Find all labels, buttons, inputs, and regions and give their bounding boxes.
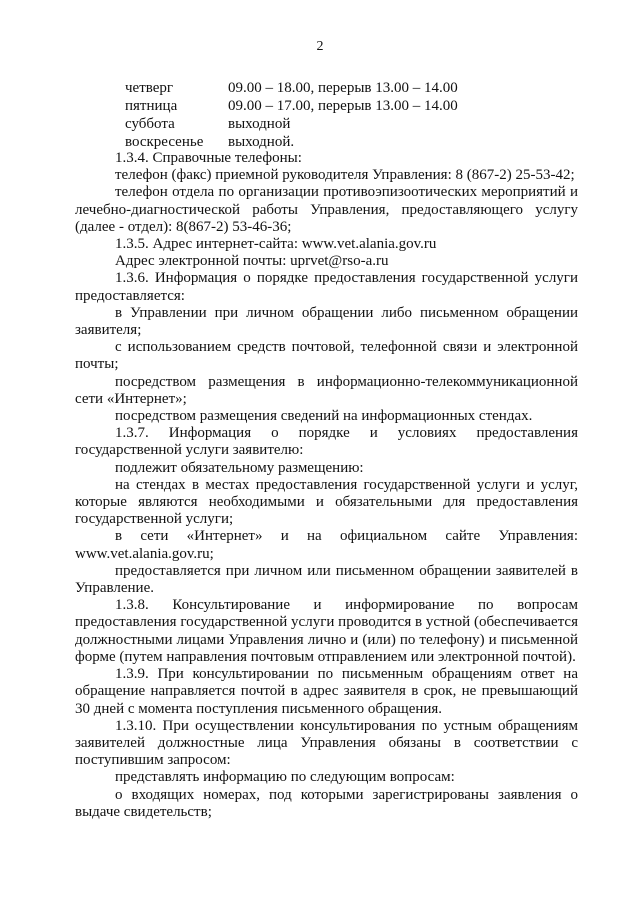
schedule-row (125, 98, 458, 116)
paragraph: телефон (факс) приемной руководителя Управления: 8 (867-2) 25-53-42; (115, 167, 575, 184)
paragraph: в Управлении при личном обращении либо письменном обращении заявителя; (75, 304, 578, 339)
paragraph: посредством размещения сведений на информационных стендах. (115, 408, 533, 425)
paragraph: с использованием средств почтовой, телефонной связи и электронной почты; (75, 339, 578, 373)
schedule-day: пятница (125, 98, 178, 114)
paragraph: 1.3.6. Информация о порядке предоставления государственной услуги предоставляется: (75, 270, 578, 304)
paragraph: подлежит обязательному размещению: (115, 459, 364, 476)
work-schedule (125, 80, 458, 152)
paragraph: 1.3.7. Информация о порядке и условиях предоставления государственной услуги заявителю: (75, 425, 578, 459)
paragraph: 1.3.8. Консультирование и информирование по вопросам предоставления государственной услуги проводится в устной (обеспечивается должностными лицами Управления лично и (или) по телефону) и письменной форме (путем направления почтовым отправлением или электронной почтой). (75, 597, 578, 665)
schedule-time: 09.00 – 17.00, перерыв 13.00 – 14.00 (228, 98, 458, 114)
paragraph: предоставляется при личном или письменном обращении заявителей в Управление. (75, 562, 578, 597)
paragraph: на стендах в местах предоставления государственной услуги и услуг, которые являются необходимыми и обязательными для предоставления государственной услуги; (75, 476, 578, 528)
page-number: 2 (316, 39, 324, 54)
paragraph: Адрес электронной почты: uprvet@rso-a.ru (115, 253, 389, 270)
schedule-time: 09.00 – 18.00, перерыв 13.00 – 14.00 (228, 80, 458, 96)
schedule-row (125, 80, 458, 98)
schedule-day: суббота (125, 116, 175, 132)
schedule-day: четверг (125, 80, 174, 96)
schedule-row (125, 116, 458, 134)
paragraph: телефон отдела по организации противоэпизоотических мероприятий и лечебно-диагностической работы Управления, предоставляющего услугу (далее - отдел): 8(867-2) 53-46-36; (75, 184, 578, 235)
document-body (75, 150, 578, 821)
paragraph: представлять информацию по следующим вопросам: (115, 769, 455, 786)
paragraph: 1.3.5. Адрес интернет-сайта: www.vet.alania.gov.ru (115, 236, 437, 253)
paragraph: о входящих номерах, под которыми зарегистрированы заявления о выдаче свидетельств; (75, 786, 578, 820)
paragraph: посредством размещения в информационно-телекоммуникационной сети «Интернет»; (75, 373, 578, 407)
schedule-time: выходной (228, 116, 291, 132)
paragraph: 1.3.4. Справочные телефоны: (115, 150, 302, 166)
schedule-day: воскресенье (125, 134, 204, 150)
paragraph: 1.3.10. При осуществлении консультирования по устным обращениям заявителей должностные лица Управления обязаны в соответствии с поступившим запросом: (75, 717, 578, 769)
paragraph: в сети «Интернет» и на официальном сайте Управления: www.vet.alania.gov.ru; (75, 528, 578, 562)
paragraph: 1.3.9. При консультировании по письменным обращениям ответ на обращение направляется почтой в адрес заявителя в срок, не превышающий 30 дней с момента поступления письменного обращения. (75, 666, 578, 717)
schedule-time: выходной. (228, 134, 295, 150)
